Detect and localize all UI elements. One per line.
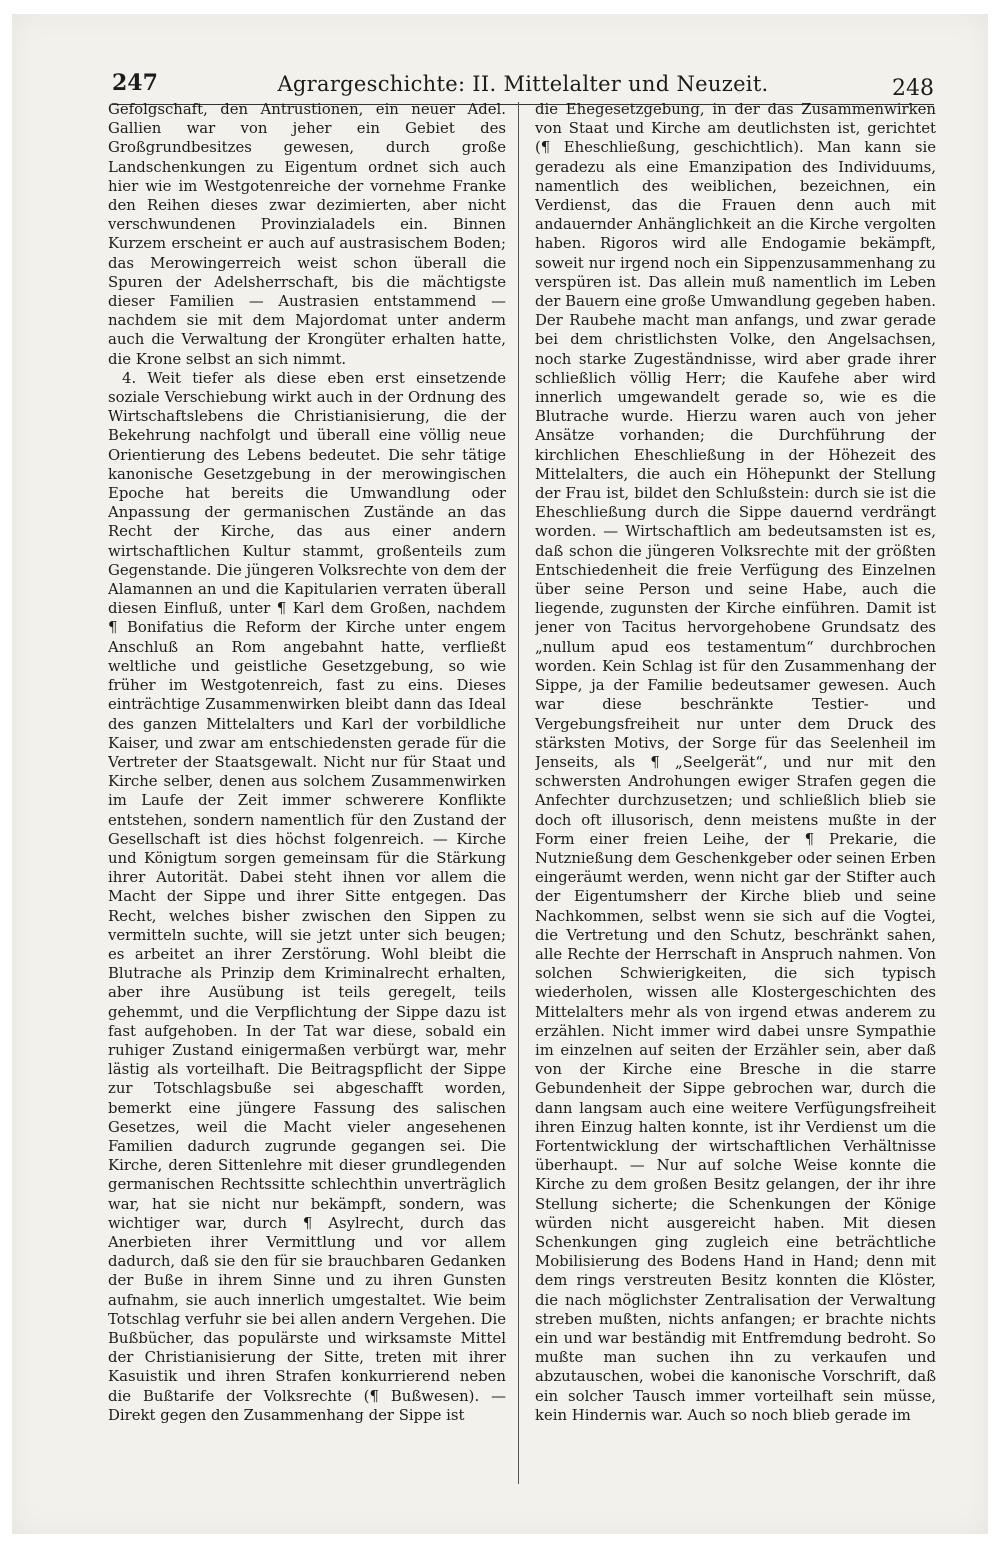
column-divider: [518, 102, 519, 1484]
running-title: Agrargeschichte: II. Mittelalter und Neuzeit.: [277, 72, 769, 96]
paragraph: Gefolgschaft, den Antrustionen, ein neuer Adel. Gallien war von jeher ein Gebiet des Großgrundbesitzes gewesen, durch große Landschenkungen zu Eigentum ordnet sich auch hier wie im Westgotenreiche der vornehme Franke den Reihen dieses zwar dezimierten, aber nicht verschwundenen Provinzialadels ein. Binnen Kurzem erscheint er auch auf austrasischem Boden; das Merowingerreich weist schon überall die Spuren der Adelsherrschaft, bis die mächtigste dieser Familien — Austrasien entstammend — nachdem sie mit dem Majordomat unter anderm auch die Verwaltung der Krongüter erhalten hatte, die Krone selbst an sich nimmt.: [108, 100, 506, 368]
page-number-right: 248: [892, 76, 934, 101]
right-column: [535, 100, 936, 1492]
page-number-left: 247: [112, 70, 158, 96]
left-column: [108, 100, 506, 1492]
paragraph: die Ehegesetzgebung, in der das Zusammenwirken von Staat und Kirche am deutlichsten ist, gerichtet (¶ Eheschließung, geschichtlich). Man kann sie geradezu als eine Emanzipation des Individuums, namentlich des weiblichen, bezeichnen, ein Verdienst, das die Frauen denn auch mit andauernder Anhänglichkeit an die Kirche vergolten haben. Rigoros wird alle Endogamie bekämpft, soweit nur irgend noch ein Sippenzusammenhang zu verspüren ist. Das allein muß namentlich im Leben der Bauern eine große Umwandlung gegeben haben. Der Raubehe macht man anfangs, und zwar gerade bei dem christlichsten Volke, den Angelsachsen, noch starke Zugeständnisse, wird aber grade ihrer schließlich völlig Herr; die Kaufehe aber wird innerlich umgewandelt gerade so, wie es die Blutrache wurde. Hierzu waren auch von jeher Ansätze vorhanden; die Durchführung der kirchlichen Eheschließung in der Höhezeit des Mittelalters, die auch ein Höhepunkt der Stellung der Frau ist, bildet den Schlußstein: durch sie ist die Eheschließung durch die Sippe dauernd verdrängt worden. — Wirtschaftlich am bedeutsamsten ist es, daß schon die jüngeren Volksrechte mit der größten Entschiedenheit die freie Verfügung des Einzelnen über seine Person und seine Habe, auch die liegende, zugunsten der Kirche einführen. Damit ist jener von Tacitus hervorgehobene Grundsatz des „nullum apud eos testamentum“ durchbrochen worden. Kein Schlag ist für den Zusammenhang der Sippe, ja der Familie bedeutsamer gewesen. Auch war diese beschränkte Testier- und Vergebungsfreiheit nur unter dem Druck des stärksten Motivs, der Sorge für das Seelenheil im Jenseits, als ¶ „Seelgerät“, und nur mit den schwersten Androhungen ewiger Strafen gegen die Anfechter durchzusetzen; und schließlich blieb sie doch oft illusorisch, denn meistens mußte in der Form einer freien Leihe, der ¶ Prekarie, die Nutznießung dem Geschenkgeber oder seinen Erben eingeräumt werden, wenn nicht gar der Stifter auch der Eigentumsherr der Kirche blieb und seine Nachkommen, selbst wenn sie sich auf die Vogtei, die Vertretung und den Schutz, beschränkt sahen, alle Rechte der Herrschaft in Anspruch nahmen. Von solchen Schwierigkeiten, die sich typisch wiederholen, wissen alle Klostergeschichten des Mittelalters mehr als von irgend etwas anderem zu erzählen. Nicht immer wird dabei unsre Sympathie im einzelnen auf seiten der Erzähler sein, aber daß von der Kirche eine Bresche in die starre Gebundenheit der Sippe gebrochen war, durch die dann langsam auch eine weitere Verfügungsfreiheit ihren Einzug halten konnte, ist ihr Verdienst um die Fortentwicklung der wirtschaftlichen Verhältnisse überhaupt. — Nur auf solche Weise konnte die Kirche zu dem großen Besitz gelangen, der ihr ihre Stellung sicherte; die Schenkungen der Könige würden nicht ausgereicht haben. Mit diesen Schenkungen ging zugleich eine beträchtliche Mobilisierung des Bodens Hand in Hand; denn mit dem rings verstreuten Besitz konnten die Klöster, die nach möglichster Zentralisation der Verwaltung streben mußten, nichts anfangen; er brachte nichts ein und war beständig mit Entfremdung bedroht. So mußte man suchen ihn zu verkaufen und abzutauschen, wobei die kanonische Vorschrift, daß ein solcher Tausch immer vorteilhaft sein müsse, kein Hindernis war. Auch so noch blieb gerade im: [535, 100, 936, 1424]
paragraph: 4. Weit tiefer als diese eben erst einsetzende soziale Verschiebung wirkt auch in der Ordnung des Wirtschaftslebens die Christianisierung, die der Bekehrung nachfolgt und überall eine völlig neue Orientierung des Lebens bedeutet. Die sehr tätige kanonische Gesetzgebung in der merowingischen Epoche hat bereits die Umwandlung oder Anpassung der germanischen Zustände an das Recht der Kirche, das aus einer andern wirtschaftlichen Kultur stammt, großenteils zum Gegenstande. Die jüngeren Volksrechte von dem der Alamannen an und die Kapitularien verraten überall diesen Einfluß, unter ¶ Karl dem Großen, nachdem ¶ Bonifatius die Reform der Kirche unter engem Anschluß an Rom angebahnt hatte, verfließt weltliche und geistliche Gesetzgebung, so wie früher im Westgotenreich, fast zu eins. Dieses einträchtige Zusammenwirken bleibt dann das Ideal des ganzen Mittelalters und Karl der vorbildliche Kaiser, und zwar am entschiedensten gerade für die Vertreter der Staatsgewalt. Nicht nur für Staat und Kirche selber, denen aus solchem Zusammenwirken im Laufe der Zeit immer schwerere Konflikte entstehen, sondern namentlich für den Zustand der Gesellschaft ist dies höchst folgenreich. — Kirche und Königtum sorgen gemeinsam für die Stärkung ihrer Autorität. Dabei steht ihnen vor allem die Macht der Sippe und ihrer Sitte entgegen. Das Recht, welches bisher zwischen den Sippen zu vermitteln suchte, will sie jetzt unter sich beugen; es arbeitet an ihrer Zerstörung. Wohl bleibt die Blutrache als Prinzip dem Kriminalrecht erhalten, aber ihre Ausübung ist teils geregelt, teils gehemmt, und die Verpflichtung der Sippe dazu ist fast aufgehoben. In der Tat war diese, sobald ein ruhiger Zustand einigermaßen verbürgt war, mehr lästig als vorteilhaft. Die Beitragspflicht der Sippe zur Totschlagsbuße sei abgeschafft worden, bemerkt eine jüngere Fassung des salischen Gesetzes, weil die Macht vieler angesehenen Familien dadurch zugrunde gegangen sei. Die Kirche, deren Sittenlehre mit dieser grundlegenden germanischen Rechtssitte schlechthin unverträglich war, hat sie nicht nur bekämpft, sondern, was wichtiger war, durch ¶ Asylrecht, durch das Anerbieten ihrer Vermittlung und vor allem dadurch, daß sie den für sie brauchbaren Gedanken der Buße in ihrem Sinne und zu ihren Gunsten aufnahm, sie auch innerlich umgestaltet. Wie beim Totschlag verfuhr sie bei allen andern Vergehen. Die Bußbücher, das populärste und wirksamste Mittel der Christianisierung der Sitte, treten mit ihrer Kasuistik und ihren Strafen konkurrierend neben die Bußtarife der Volksrechte (¶ Bußwesen). — Direkt gegen den Zusammenhang der Sippe ist: [108, 368, 506, 1424]
